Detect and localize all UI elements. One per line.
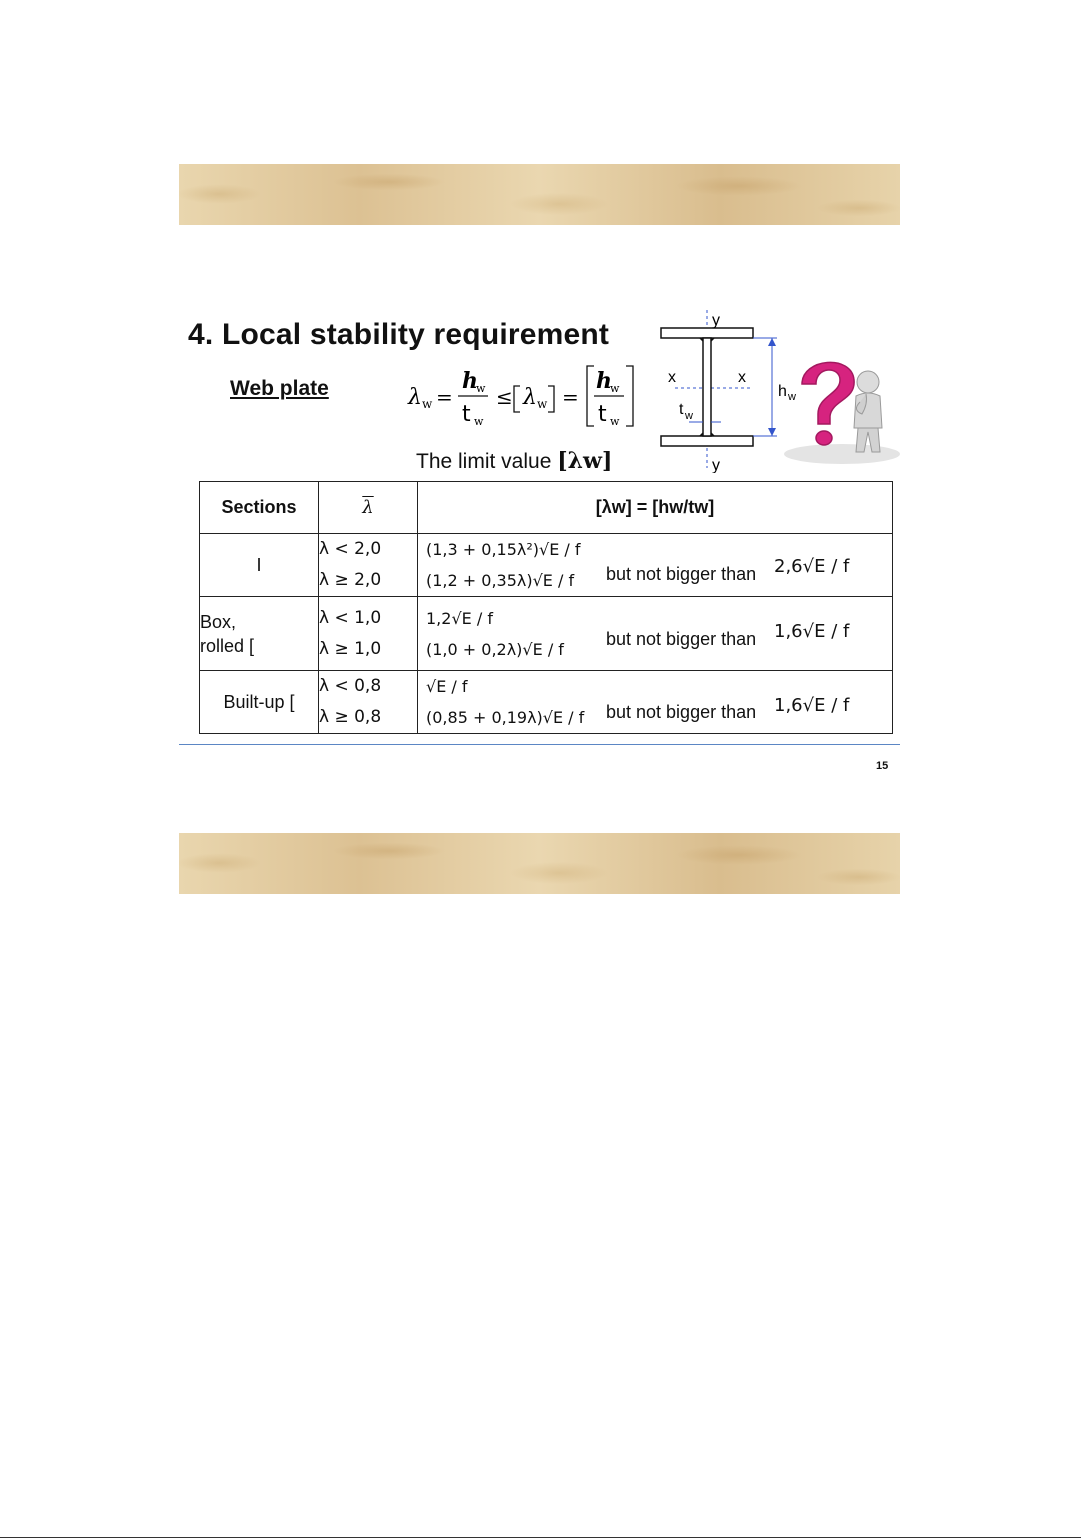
cap-note: but not bigger than (606, 629, 757, 649)
svg-text:h: h (462, 368, 478, 394)
question-mark-thinker-illustration (782, 344, 900, 466)
cap-note: but not bigger than (606, 702, 757, 722)
svg-text:w: w (422, 397, 433, 411)
svg-text:w: w (610, 415, 620, 428)
limit-symbol: [λw] (557, 448, 613, 474)
web-plate-heading: Web plate (230, 377, 329, 400)
axis-x-left-label: x (668, 369, 676, 386)
svg-text:w: w (476, 382, 486, 395)
svg-text:λ: λ (523, 385, 537, 410)
table-header-row (200, 482, 893, 534)
limit-cell: 1,2√E / f (1,0 + 0,2λ)√E / f but not bigger than 1,6√E / f (418, 597, 893, 671)
svg-text:≤: ≤ (496, 385, 513, 409)
table-row (200, 534, 893, 597)
page-number: 15 (876, 760, 889, 772)
svg-text:=: = (562, 385, 579, 409)
header-sections: Sections (200, 482, 319, 534)
table-row (200, 671, 893, 734)
header-limit: [λw] = [hw/tw] (418, 482, 893, 534)
limit-value-caption: The limit value [λw] (416, 448, 613, 474)
slide-bottom-rule (179, 744, 900, 745)
hw-label: h (778, 383, 787, 400)
lambda-symbol: λ (408, 385, 422, 410)
svg-text:w: w (788, 391, 796, 403)
limit-values-table (199, 481, 893, 734)
limit-cell: (1,3 + 0,15λ²)√E / f (1,2 + 0,35λ)√E / f but not bigger than 2,6√E / f (418, 534, 893, 597)
condition-cell: λ < 0,8 λ ≥ 0,8 (319, 671, 418, 734)
table-row (200, 597, 893, 671)
axis-y-top-label: y (712, 312, 720, 329)
header-banner (179, 164, 900, 225)
cap-value: 1,6√E / f (774, 621, 850, 642)
section-cell: I (200, 534, 319, 597)
svg-text:h: h (596, 368, 612, 394)
condition-cell: λ < 1,0 λ ≥ 1,0 (319, 597, 418, 671)
svg-text:=: = (436, 385, 453, 409)
next-slide-banner (179, 833, 900, 894)
tw-label: t (679, 401, 684, 418)
cap-value: 2,6√E / f (774, 556, 850, 577)
cap-value: 1,6√E / f (774, 695, 850, 716)
header-lambda-bar: $\overline{\lambda}$ (319, 482, 418, 534)
axis-y-bottom-label: y (712, 457, 720, 473)
axis-x-right-label: x (738, 369, 746, 386)
svg-text:t: t (598, 402, 607, 427)
condition-cell: λ < 2,0 λ ≥ 2,0 (319, 534, 418, 597)
svg-text:w: w (610, 382, 620, 395)
svg-text:t: t (462, 402, 471, 427)
svg-text:w: w (474, 415, 484, 428)
slide-title: 4. Local stability requirement (188, 318, 610, 351)
section-cell: Box, rolled [ (200, 597, 319, 671)
cap-note: but not bigger than (606, 564, 757, 584)
page-footer-rule (0, 1537, 1081, 1538)
svg-text:w: w (685, 410, 693, 422)
svg-text:w: w (537, 397, 548, 411)
web-slenderness-formula (396, 360, 656, 436)
limit-cell: √E / f (0,85 + 0,19λ)√E / f but not bigger than 1,6√E / f (418, 671, 893, 734)
section-cell: Built-up [ (200, 671, 319, 734)
